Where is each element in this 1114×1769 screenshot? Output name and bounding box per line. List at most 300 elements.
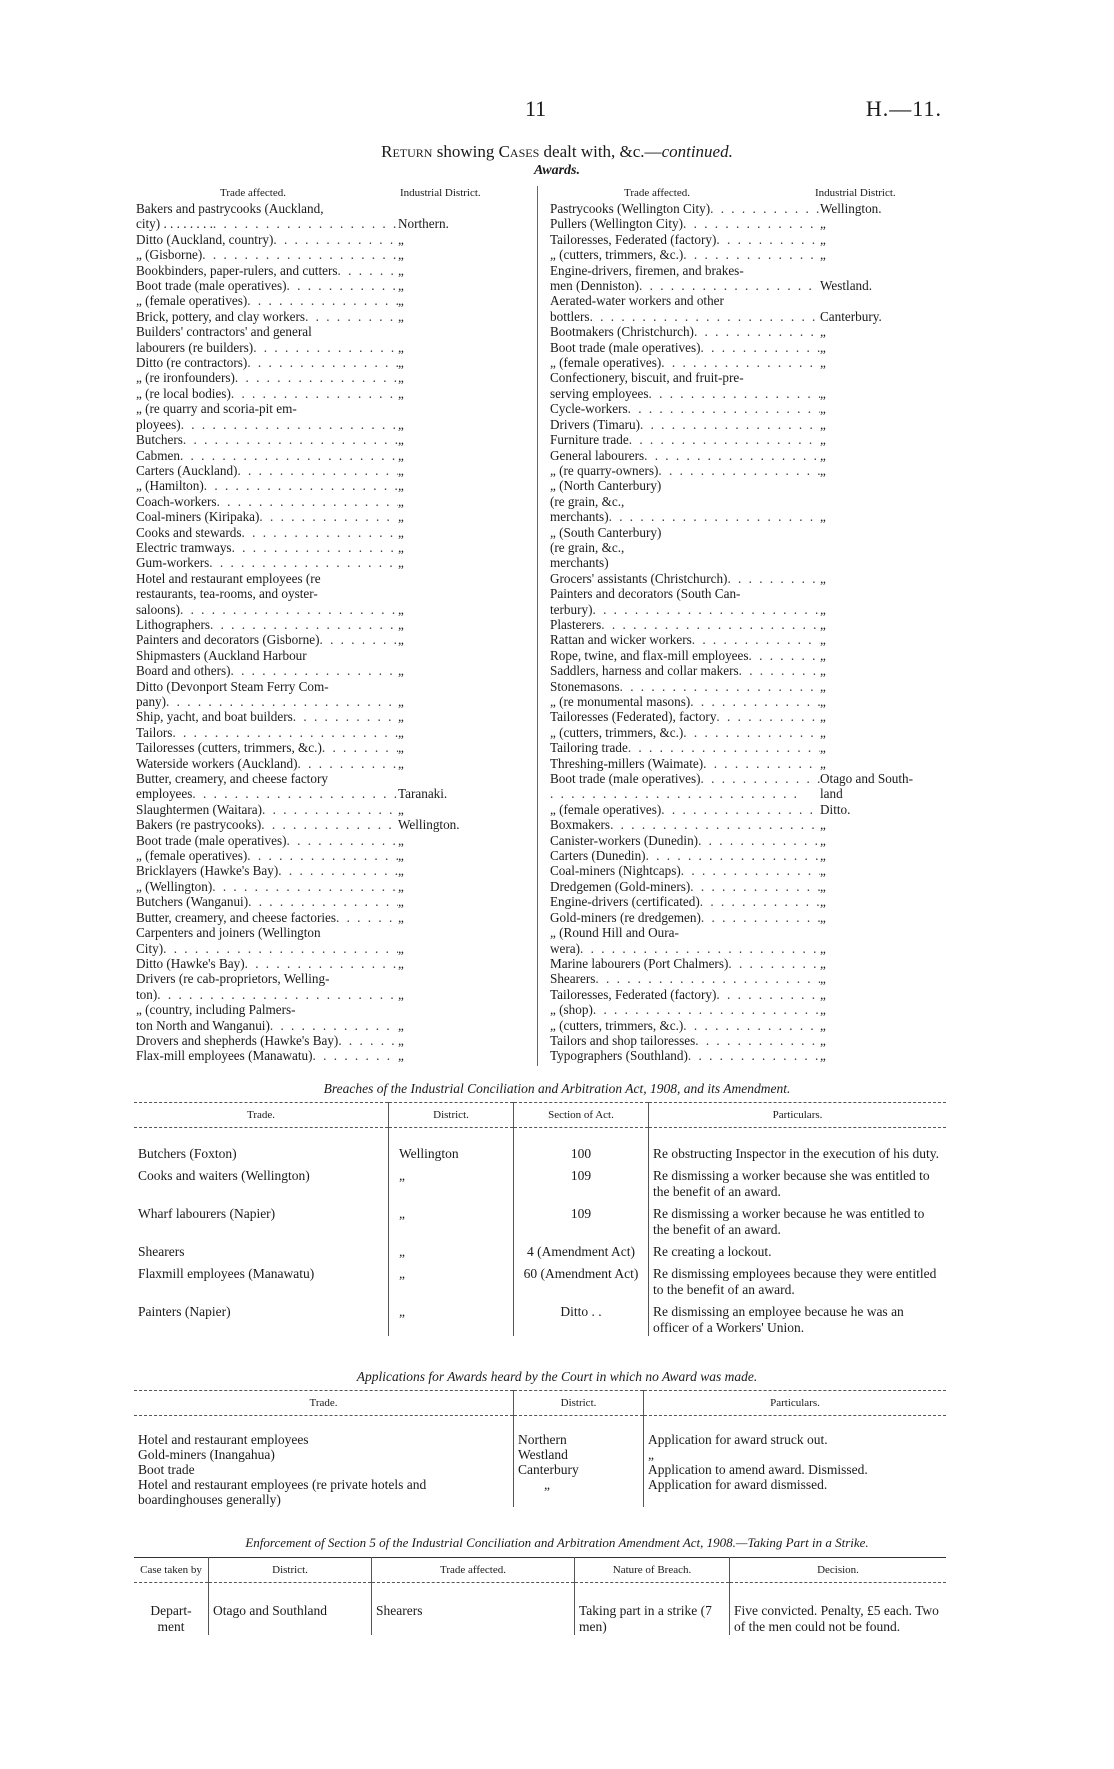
award-trade: city) . . . . . . . .: [136, 216, 213, 232]
leader-dots: [703, 756, 820, 771]
leader-dots: [595, 971, 820, 986]
award-row: [550, 925, 820, 940]
award-trade: „ (Round Hill and Oura-: [550, 925, 679, 941]
breaches-header-district: District.: [389, 1103, 514, 1128]
award-trade: Drivers (Timaru): [550, 416, 640, 432]
leader-dots: [692, 632, 820, 647]
award-row: [136, 925, 398, 940]
award-district: land: [820, 786, 843, 802]
enforcement-trade: Shearers: [372, 1583, 575, 1636]
leader-dots: [690, 694, 820, 709]
award-district: „: [820, 1032, 826, 1048]
leader-dots: [593, 1002, 820, 1017]
award-district: „: [820, 955, 826, 971]
award-district: „: [398, 940, 404, 956]
award-row: [550, 616, 826, 632]
award-row: [136, 848, 404, 864]
award-row: [136, 801, 404, 817]
award-row: [136, 786, 448, 802]
award-district: „: [398, 231, 404, 247]
leader-dots: [728, 956, 820, 971]
enforcement-table: [134, 1557, 946, 1635]
breach-particulars: Re creating a lockout.: [649, 1238, 947, 1260]
award-row: [136, 909, 404, 925]
breach-row: [134, 1238, 946, 1260]
award-district: „: [398, 462, 404, 478]
award-row: [550, 724, 826, 740]
breach-row: [134, 1260, 946, 1298]
award-district: „: [820, 1002, 826, 1018]
award-row: [550, 1032, 826, 1048]
award-district: „: [398, 955, 404, 971]
award-row: [550, 308, 882, 324]
award-district: „: [398, 555, 404, 571]
award-trade: Butchers: [136, 432, 183, 448]
leader-dots: [701, 771, 821, 786]
award-row: [136, 817, 460, 833]
breach-section: 4 (Amendment Act): [514, 1238, 649, 1260]
award-trade: Pullers (Wellington City): [550, 216, 684, 232]
award-district: „: [820, 355, 826, 371]
leader-dots: [166, 694, 398, 709]
award-district: „: [820, 509, 826, 525]
award-trade: Shipmasters (Auckland Harbour: [136, 647, 307, 663]
award-row: [550, 678, 826, 694]
award-row: [136, 586, 398, 601]
enforcement-header-trade: Trade affected.: [372, 1558, 575, 1583]
award-trade: „ (Hamilton): [136, 478, 204, 494]
award-trade: ton North and Wanganui): [136, 1017, 270, 1033]
award-trade: Gold-miners (re dredgemen): [550, 909, 701, 925]
award-district: „: [820, 724, 826, 740]
leader-dots: [590, 309, 820, 324]
document-reference: H.—11.: [865, 96, 942, 121]
award-trade: „ (South Canterbury): [550, 524, 662, 540]
application-trade: Hotel and restaurant employees: [138, 1432, 309, 1447]
award-district: „: [820, 940, 826, 956]
award-trade: Ditto (re contractors): [136, 355, 248, 371]
award-district: „: [820, 971, 826, 987]
award-district: „: [398, 694, 404, 709]
award-district: „: [398, 293, 404, 309]
award-district: „: [398, 493, 404, 509]
award-trade: ployees): [136, 416, 181, 432]
award-district: „: [398, 832, 404, 848]
leader-dots: [580, 941, 820, 956]
leader-dots: [212, 879, 398, 894]
leader-dots: [231, 386, 398, 401]
award-district: „: [398, 385, 404, 401]
award-trade: Butchers (Wanganui): [136, 894, 249, 910]
award-trade: saloons): [136, 601, 180, 617]
award-trade: Bootmakers (Christchurch): [550, 324, 694, 340]
award-district: Wellington.: [398, 817, 460, 833]
award-row: [550, 401, 826, 417]
leader-dots: [213, 216, 398, 231]
leader-dots: [338, 1033, 398, 1048]
leader-dots: [192, 786, 398, 801]
award-trade: merchants): [550, 509, 609, 525]
award-trade: Builders' contractors' and general: [136, 324, 312, 340]
award-row: [550, 894, 826, 910]
award-row: [550, 632, 826, 648]
award-district: „: [820, 740, 826, 756]
award-row: [136, 478, 404, 494]
award-row: [136, 1002, 398, 1017]
leader-dots: [287, 833, 399, 848]
award-trade: (re grain, &c.,: [550, 493, 625, 509]
award-row: [550, 909, 826, 925]
award-district: Taranaki.: [398, 786, 448, 802]
breach-particulars: Re dismissing a worker because he was entitled to the benefit of an award.: [649, 1200, 947, 1238]
award-trade: „ (re ironfounders): [136, 370, 235, 386]
award-row: [550, 339, 826, 355]
award-trade: labourers (re builders): [136, 339, 254, 355]
enforcement-row: [134, 1583, 946, 1636]
leader-dots: [683, 216, 820, 231]
award-row: [550, 663, 826, 679]
award-district: „: [820, 216, 826, 232]
award-trade: serving employees: [550, 385, 649, 401]
title-word-cases: Cases: [498, 142, 540, 161]
breach-section: Ditto . .: [514, 1298, 649, 1336]
award-trade: „ (female operatives): [136, 848, 248, 864]
award-district: „: [398, 247, 404, 263]
award-row: [550, 740, 826, 756]
award-trade: employees: [136, 786, 193, 802]
award-row: [136, 262, 404, 278]
breach-trade: Shearers: [138, 1244, 185, 1259]
award-trade: Electric tramways: [136, 539, 232, 555]
enforcement-header-case-by: Case taken by: [140, 1564, 202, 1576]
award-district: „: [398, 478, 404, 494]
award-district: „: [398, 524, 404, 540]
application-particulars: „: [644, 1447, 947, 1462]
enforcement-header-decision: Decision.: [730, 1558, 947, 1583]
award-trade: Furniture trade: [550, 432, 629, 448]
breach-district: „: [389, 1298, 514, 1336]
award-trade: Confectionery, biscuit, and fruit-pre-: [550, 370, 744, 386]
leader-dots: [592, 602, 820, 617]
award-trade: Carters (Auckland): [136, 462, 238, 478]
award-trade: wera): [550, 940, 581, 956]
award-trade: Rattan and wicker workers: [550, 632, 692, 648]
award-trade: Tailors and shop tailoresses: [550, 1032, 696, 1048]
award-trade: Lithographers: [136, 616, 210, 632]
award-row: [136, 462, 404, 478]
return-title: [0, 142, 1114, 162]
award-trade: „ (female operatives): [550, 355, 662, 371]
award-row: [550, 786, 843, 802]
award-trade: Typographers (Southland): [550, 1048, 688, 1064]
award-district: Otago and South-: [820, 771, 914, 787]
award-trade: Pastrycooks (Wellington City): [550, 201, 711, 216]
leader-dots: [710, 201, 820, 216]
breach-section: 109: [514, 1162, 649, 1200]
award-district: „: [398, 509, 404, 525]
leader-dots: [681, 863, 820, 878]
award-trade: ton): [136, 986, 158, 1002]
award-row: [136, 955, 404, 971]
award-district: Canterbury.: [820, 308, 882, 324]
breach-trade: Flaxmill employees (Manawatu): [138, 1266, 315, 1281]
leader-dots: [644, 448, 820, 463]
applications-table: [134, 1390, 946, 1507]
award-row: [550, 647, 826, 663]
award-row: [550, 525, 820, 540]
award-trade: Tailoresses (cutters, trimmers, &c.): [136, 740, 322, 756]
leader-dots: [172, 725, 398, 740]
leader-dots: [661, 355, 820, 370]
award-trade: Brick, pottery, and clay workers: [136, 308, 306, 324]
breach-particulars: Re dismissing an employee because he was an officer of a Workers' Union.: [649, 1298, 947, 1336]
award-trade: „ (re monumental masons): [550, 694, 691, 709]
award-trade: Painters and decorators (South Can-: [550, 586, 741, 602]
award-district: „: [820, 755, 826, 771]
leader-dots: [700, 894, 820, 909]
application-district: Northern: [514, 1416, 644, 1448]
award-row: [550, 1002, 826, 1018]
award-row: [136, 432, 404, 448]
leader-dots: [628, 740, 820, 755]
award-row: [550, 694, 826, 709]
breach-district: Wellington: [389, 1128, 514, 1163]
leader-dots: [683, 1018, 820, 1033]
application-trade: Boot trade: [138, 1462, 195, 1477]
breach-trade: Butchers (Foxton): [138, 1146, 237, 1161]
enforcement-table-wrap: [134, 1557, 946, 1635]
award-trade: Flax-mill employees (Manawatu): [136, 1048, 313, 1064]
award-district: „: [820, 694, 826, 709]
award-row: [136, 339, 404, 355]
breach-section: 60 (Amendment Act): [514, 1260, 649, 1298]
award-trade: „ (shop): [550, 1002, 593, 1018]
leader-dots: [313, 1048, 398, 1063]
award-district: „: [820, 863, 826, 879]
award-row: [136, 679, 398, 694]
award-row: [550, 755, 826, 771]
award-trade: Aerated-water workers and other: [550, 293, 724, 309]
award-trade: Boxmakers: [550, 817, 611, 833]
award-row: [136, 447, 404, 463]
award-district: „: [820, 247, 826, 263]
award-row: [550, 570, 826, 586]
award-district: „: [398, 447, 404, 463]
leader-dots: [261, 817, 398, 832]
title-continued: continued.: [661, 142, 733, 161]
leader-dots: [658, 463, 820, 478]
leader-dots: [235, 370, 398, 385]
award-trade: Bookbinders, paper-rulers, and cutters: [136, 262, 338, 278]
award-trade: Drivers (re cab-proprietors, Welling-: [136, 971, 330, 987]
applications-heading: Applications for Awards heard by the Court in which no Award was made.: [356, 1369, 758, 1384]
award-trade: Coach-workers: [136, 493, 217, 509]
award-district: „: [820, 878, 826, 894]
award-row: [550, 586, 820, 601]
award-row: [136, 1048, 404, 1064]
award-trade: City): [136, 940, 164, 956]
application-row: [134, 1447, 946, 1462]
award-row: [136, 940, 404, 956]
award-trade: Ditto (Hawke's Bay): [136, 955, 245, 971]
award-district: „: [398, 416, 404, 432]
applications-header-particulars: Particulars.: [644, 1391, 947, 1416]
leader-dots: [245, 956, 398, 971]
award-district: „: [398, 1032, 404, 1048]
awards-left-column: [136, 201, 536, 1064]
award-district: „: [820, 601, 826, 617]
applications-body: [134, 1416, 946, 1508]
award-district: „: [820, 1048, 826, 1064]
award-row: [136, 355, 404, 371]
leader-dots: [688, 1048, 820, 1063]
award-row: [136, 416, 404, 432]
award-row: [550, 1048, 826, 1064]
award-row: [136, 724, 404, 740]
application-trade: Gold-miners (Inangahua): [138, 1447, 275, 1462]
award-row: [550, 416, 826, 432]
award-row: [550, 971, 826, 987]
award-trade: Grocers' assistants (Christchurch): [550, 570, 728, 586]
award-trade: „ (cutters, trimmers, &c.): [550, 724, 684, 740]
award-trade: pany): [136, 694, 167, 709]
award-trade: Slaughtermen (Waitara): [136, 801, 262, 817]
leader-dots: [293, 709, 398, 724]
title-word-return: Return: [381, 142, 433, 161]
award-trade: „ (Gisborne): [136, 247, 203, 263]
award-trade: Threshing-millers (Waimate): [550, 755, 704, 771]
leader-dots: [232, 540, 398, 555]
award-row: [136, 201, 398, 216]
award-row: [136, 293, 404, 309]
award-trade: Tailoresses, Federated (factory): [550, 231, 717, 247]
award-row: [136, 986, 404, 1002]
award-trade: Tailors: [136, 724, 173, 740]
award-district: „: [398, 262, 404, 278]
award-trade: Cycle-workers: [550, 401, 628, 417]
award-district: „: [398, 663, 404, 679]
award-district: „: [820, 832, 826, 848]
application-particulars: Application for award struck out.: [644, 1416, 947, 1448]
leader-dots: [646, 848, 820, 863]
award-trade: „ (cutters, trimmers, &c.): [550, 247, 684, 263]
leader-dots: [690, 879, 820, 894]
award-district: „: [820, 909, 826, 925]
breach-district: „: [389, 1238, 514, 1260]
award-row: [550, 293, 820, 308]
award-row: [550, 324, 826, 340]
leader-dots: [183, 432, 398, 447]
award-trade: Canister-workers (Dunedin): [550, 832, 699, 848]
award-trade: Engine-drivers, firemen, and brakes-: [550, 262, 744, 278]
application-particulars: Application to amend award. Dismissed.: [644, 1462, 947, 1477]
award-district: „: [820, 894, 826, 910]
award-district: „: [820, 401, 826, 417]
leader-dots: [217, 494, 398, 509]
award-row: [136, 709, 404, 725]
award-row: [136, 401, 398, 416]
award-row: [136, 385, 404, 401]
award-district: „: [820, 632, 826, 648]
enforcement-decision: Five convicted. Penalty, £5 each. Two of the men could not be found.: [730, 1583, 947, 1636]
award-district: „: [398, 432, 404, 448]
award-row: [550, 201, 882, 216]
award-district: Westland.: [820, 278, 873, 294]
award-district: „: [398, 632, 404, 648]
breach-section: 109: [514, 1200, 649, 1238]
leader-dots: [649, 386, 820, 401]
enforcement-heading: Enforcement of Section 5 of the Industrial Conciliation and Arbitration Amendment Act, 1908.—Taking Part in a Strike.: [245, 1535, 869, 1550]
leader-dots: [701, 910, 820, 925]
award-row: [136, 216, 449, 232]
award-trade: Carters (Dunedin): [550, 848, 646, 864]
award-district: „: [820, 848, 826, 864]
award-row: [550, 801, 851, 817]
award-row: [136, 632, 404, 648]
award-row: [550, 494, 820, 509]
award-trade: Shearers: [550, 971, 596, 987]
award-trade: Cooks and stewards: [136, 524, 242, 540]
leader-dots: [247, 355, 398, 370]
award-trade: restaurants, tea-rooms, and oyster-: [136, 586, 318, 602]
award-district: „: [820, 416, 826, 432]
award-district: „: [820, 324, 826, 340]
award-row: [136, 878, 404, 894]
leader-dots: [727, 571, 820, 586]
title-word-showing: showing: [432, 142, 499, 161]
award-row: [550, 771, 914, 787]
leader-dots: [230, 663, 398, 678]
award-district: „: [398, 616, 404, 632]
breach-particulars: Re dismissing employees because they were entitled to the benefit of an award.: [649, 1260, 947, 1298]
award-district: Ditto.: [820, 801, 851, 817]
award-row: [136, 524, 404, 540]
award-row: [136, 370, 404, 386]
breaches-table: [134, 1102, 946, 1336]
enforcement-case-by: Depart-ment: [150, 1603, 192, 1634]
award-district: „: [398, 709, 404, 725]
award-trade: (re grain, &c.,: [550, 539, 625, 555]
award-trade: Cabmen: [136, 447, 180, 463]
award-trade: „ (female operatives): [550, 801, 662, 817]
breaches-heading: Breaches of the Industrial Conciliation and Arbitration Act, 1908, and its Amendment.: [323, 1081, 791, 1096]
applications-header-trade: Trade.: [309, 1397, 338, 1409]
award-trade: General labourers: [550, 447, 645, 463]
leader-dots: [247, 293, 398, 308]
award-district: „: [398, 848, 404, 864]
award-row: [550, 601, 826, 617]
leader-dots: [336, 910, 398, 925]
award-district: „: [398, 909, 404, 925]
award-row: [550, 940, 826, 956]
award-row: [136, 601, 404, 617]
breach-trade: Painters (Napier): [138, 1304, 231, 1319]
award-row: [136, 694, 404, 709]
page-number: 11: [525, 96, 547, 121]
award-district: „: [398, 801, 404, 817]
applications-table-wrap: [134, 1390, 946, 1507]
leader-dots: [640, 417, 820, 432]
leader-dots: [298, 756, 398, 771]
award-row: [550, 848, 826, 864]
leader-dots: [242, 525, 399, 540]
breach-trade: Wharf labourers (Napier): [138, 1206, 276, 1221]
application-district: „: [514, 1477, 644, 1507]
award-row: [136, 740, 404, 756]
breach-particulars: Re dismissing a worker because she was entitled to the benefit of an award.: [649, 1162, 947, 1200]
award-row: [136, 324, 398, 339]
award-row: [550, 540, 820, 555]
